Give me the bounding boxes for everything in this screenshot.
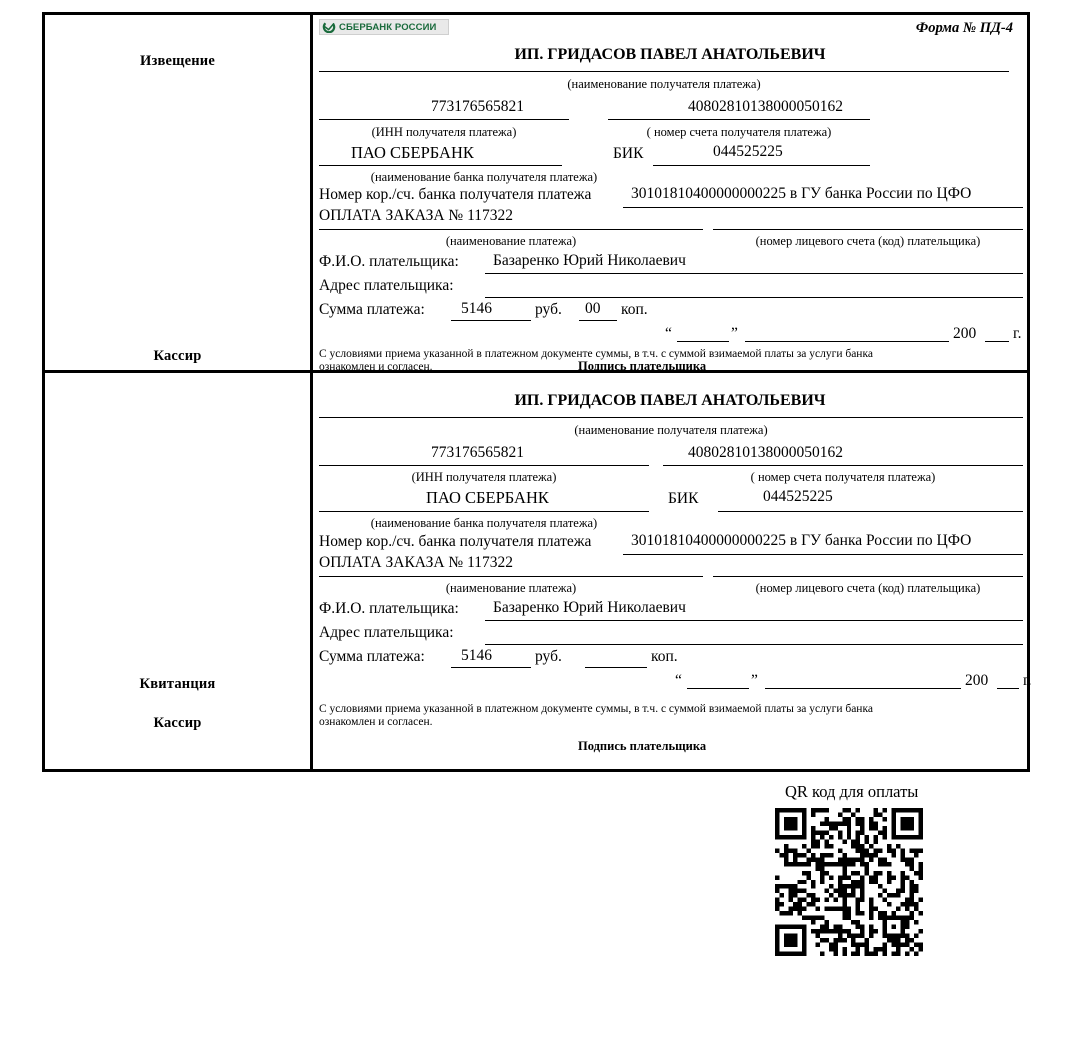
signature-label-bottom: Подпись плательщика [578,738,707,753]
label-kassir-bottom: Кассир [153,714,202,731]
bik-value-bottom: 044525225 [763,487,833,505]
rule-bik-top [653,165,870,166]
rule-personal-account-top [713,229,1023,230]
year-suffix-bottom: г. [1023,671,1032,689]
agreement-line2-bottom: ознакомлен и согласен. [319,715,433,728]
caption-personal-account-top: (номер лицевого счета (код) плательщика) [755,234,981,248]
rule-address-bottom [485,644,1023,645]
payer-value-bottom: Базаренко Юрий Николаевич [493,598,686,616]
sberbank-logo-icon [322,21,336,33]
caption-payment-name-top: (наименование платежа) [445,234,577,248]
address-label-bottom: Адрес плательщика: [319,623,454,641]
caption-recipient-bottom: (наименование получателя платежа) [574,422,768,437]
year-prefix-top: 200 [953,325,977,342]
rule-date-day-bottom [687,688,749,689]
sberbank-logo [319,19,449,35]
rule-korr-bottom [623,554,1023,555]
rule-payment-name-bottom [319,576,703,577]
rule-account-bottom [663,465,1023,466]
rule-inn-bottom [319,465,649,466]
inn-value-bottom: 773176565821 [431,443,524,461]
kop-label-top: коп. [621,301,648,318]
label-kvitanciya: Квитанция [139,675,216,692]
caption-account-bottom: ( номер счета получателя платежа) [750,469,936,484]
rule-bik-bottom [718,511,1023,512]
date-quote-open-top: “ [665,325,672,342]
korr-label-top: Номер кор./сч. банка получателя платежа [319,186,592,203]
caption-bank-bottom: (наименование банка получателя платежа) [370,515,598,530]
rule-date-month-bottom [765,688,961,689]
agreement-line1-bottom: С условиями приема указанной в платежном документе суммы, в т.ч. с суммой взимаемой платы за услуги банка [319,702,873,715]
kvitanciya-right-column [313,373,1032,769]
kop-label-bottom: коп. [651,647,678,665]
caption-recipient-top: (наименование получателя платежа) [567,77,761,91]
rule-payment-name-top [319,229,703,230]
rule-date-year-top [985,341,1009,342]
caption-bank-top: (наименование банка получателя платежа) [370,170,598,184]
rule-address-top [485,297,1023,298]
bik-label-top: БИК [613,145,644,162]
qr-code-canvas [775,808,923,956]
address-label-top: Адрес плательщика: [319,277,454,294]
rule-date-year-bottom [997,688,1019,689]
payer-label-top: Ф.И.О. плательщика: [319,253,459,270]
label-izveschenie: Извещение [140,53,215,69]
payer-value-top: Базаренко Юрий Николаевич [493,252,686,269]
rule-recipient-top [319,71,1009,72]
sum-value-top: 5146 [461,300,492,317]
caption-inn-top: (ИНН получателя платежа) [371,125,517,139]
izveschenie-left-column [45,15,313,370]
date-quote-close-top: ” [731,325,738,342]
rule-sum-bottom [451,667,531,668]
rule-bank-top [319,165,562,166]
kvitanciya-left-column [45,373,313,769]
account-value-top: 40802810138000050162 [688,98,843,115]
sum-label-bottom: Сумма платежа: [319,647,425,665]
agreement-line2-top: ознакомлен и согласен. [319,361,433,373]
korr-value-top: 30101810400000000225 в ГУ банка России по ЦФО [631,185,972,202]
sum-label-top: Сумма платежа: [319,301,425,318]
rule-bank-bottom [319,511,649,512]
rule-payer-top [485,273,1023,274]
sberbank-logo-text: СБЕРБАНК РОССИИ [339,21,437,33]
payment-form [42,12,1030,772]
payer-label-bottom: Ф.И.О. плательщика: [319,599,459,617]
account-value-bottom: 40802810138000050162 [688,443,843,461]
bik-value-top: 044525225 [713,143,783,160]
caption-inn-bottom: (ИНН получателя платежа) [411,469,557,484]
inn-value-top: 773176565821 [431,98,524,115]
korr-label-bottom: Номер кор./сч. банка получателя платежа [319,532,592,550]
rule-sum-top [451,320,531,321]
izveschenie-right-column [313,15,1027,373]
recipient-name-top: ИП. ГРИДАСОВ ПАВЕЛ АНАТОЛЬЕВИЧ [514,46,826,63]
bank-name-bottom: ПАО СБЕРБАНК [426,487,549,507]
rub-label-top: руб. [535,301,562,318]
sum-value-bottom: 5146 [461,646,492,664]
recipient-name-bottom: ИП. ГРИДАСОВ ПАВЕЛ АНАТОЛЬЕВИЧ [514,391,826,409]
rule-kop-top [579,320,617,321]
korr-value-bottom: 30101810400000000225 в ГУ банка России по ЦФО [631,531,972,549]
rub-label-bottom: руб. [535,647,562,665]
rule-korr-top [623,207,1023,208]
year-prefix-bottom: 200 [965,671,989,689]
rule-payer-bottom [485,620,1023,621]
caption-account-top: ( номер счета получателя платежа) [646,125,832,139]
rule-account-top [608,119,870,120]
caption-personal-account-bottom: (номер лицевого счета (код) плательщика) [755,580,981,595]
kop-value-top: 00 [585,300,601,317]
rule-date-day-top [677,341,729,342]
rule-recipient-bottom [319,417,1023,418]
rule-inn-top [319,119,569,120]
payment-name-top: ОПЛАТА ЗАКАЗА № 117322 [319,207,514,224]
bank-name-top: ПАО СБЕРБАНК [351,143,474,162]
date-quote-open-bottom: “ [675,671,682,689]
rule-kop-bottom [585,667,647,668]
qr-code [775,808,923,956]
caption-payment-name-bottom: (наименование платежа) [445,580,577,595]
label-kassir-top: Кассир [153,348,202,364]
signature-label-top: Подпись плательщика [578,359,707,373]
qr-title: QR код для оплаты [785,782,919,801]
agreement-line1-top: С условиями приема указанной в платежном документе суммы, в т.ч. с суммой взимаемой платы за услуги банка [319,348,873,360]
form-section-kvitanciya [45,373,1032,769]
form-section-izveschenie [45,15,1027,373]
date-quote-close-bottom: ” [751,671,758,689]
bik-label-bottom: БИК [668,489,699,507]
payment-name-bottom: ОПЛАТА ЗАКАЗА № 117322 [319,553,514,571]
year-suffix-top: г. [1013,325,1022,342]
rule-personal-account-bottom [713,576,1023,577]
rule-date-month-top [745,341,949,342]
form-number: Форма № ПД-4 [915,20,1013,36]
